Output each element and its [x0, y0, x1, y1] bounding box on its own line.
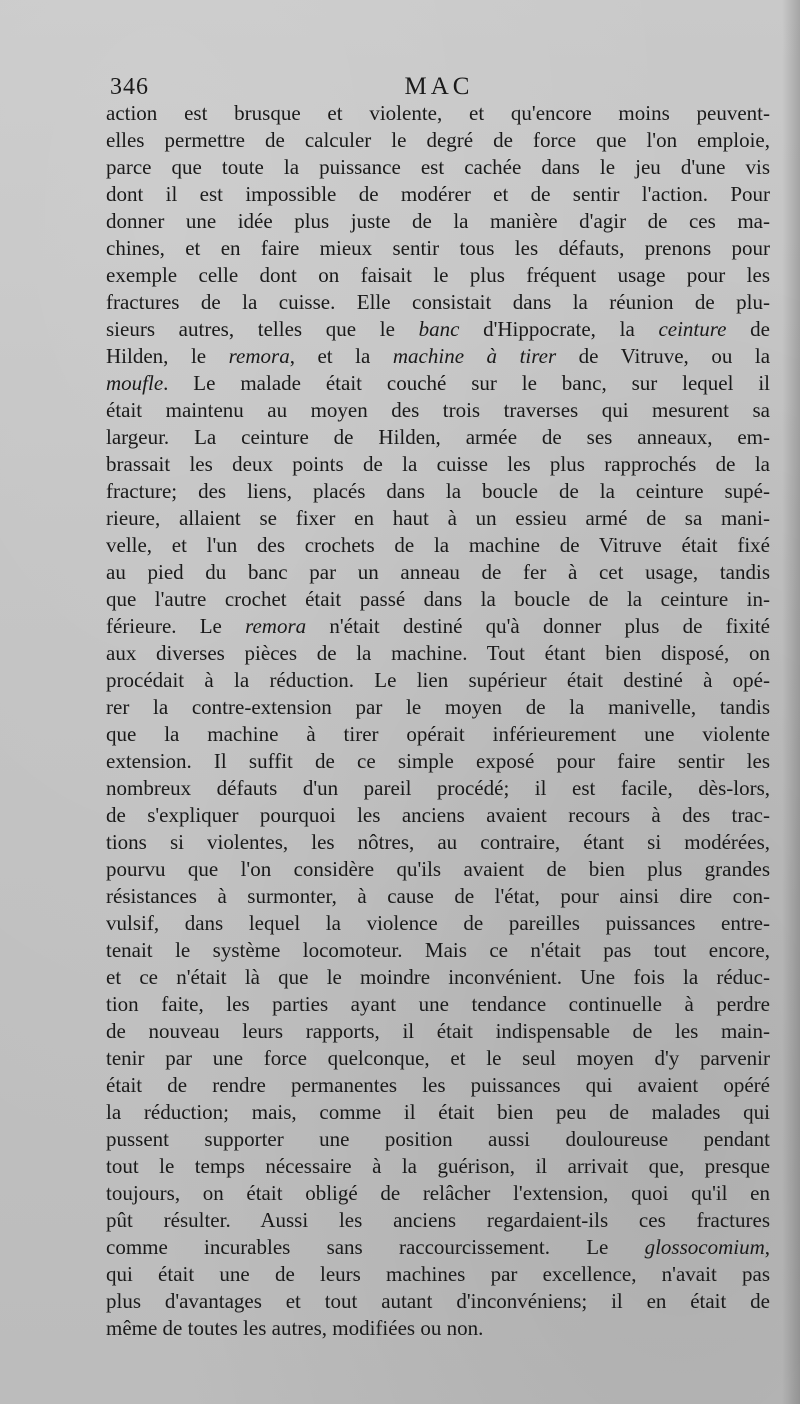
text-line: velle, et l'un des crochets de la machine de Vitruve était fixé: [106, 533, 770, 557]
text-line: pût résulter. Aussi les anciens regardaient-ils ces fractures: [106, 1208, 770, 1232]
italic-term: glossocomium: [644, 1235, 765, 1259]
text-line: aux diverses pièces de la machine. Tout étant bien disposé, on: [106, 641, 770, 665]
text-line: même de toutes les autres, modifiées ou non.: [106, 1316, 484, 1340]
text-line: fractures de la cuisse. Elle consistait dans la réunion de plu-: [106, 290, 770, 314]
text-line: donner une idée plus juste de la manière d'agir de ces ma-: [106, 209, 770, 233]
text-line: résistances à surmonter, à cause de l'état, pour ainsi dire con-: [106, 884, 770, 908]
text-line: tion faite, les parties ayant une tendance continuelle à perdre: [106, 992, 770, 1016]
text-line: férieure. Le remora n'était destiné qu'à donner plus de fixité: [106, 614, 770, 638]
text-line: rer la contre-extension par le moyen de la manivelle, tandis: [106, 695, 770, 719]
text-line: extension. Il suffit de ce simple exposé pour faire sentir les: [106, 749, 770, 773]
text-line: tout le temps nécessaire à la guérison, il arrivait que, presque: [106, 1154, 770, 1178]
italic-term: remora: [245, 614, 307, 638]
italic-term: machine à tirer: [392, 344, 557, 368]
text-line: tions si violentes, les nôtres, au contraire, étant si modérées,: [106, 830, 770, 854]
text-line: la réduction; mais, comme il était bien peu de malades qui: [106, 1100, 770, 1124]
text-line: sieurs autres, telles que le banc d'Hippocrate, la ceinture de: [106, 317, 770, 341]
italic-term: remora: [228, 344, 290, 368]
text-line: exemple celle dont on faisait le plus fréquent usage pour les: [106, 263, 770, 287]
text-line: au pied du banc par un anneau de fer à cet usage, tandis: [106, 560, 770, 584]
text-line: largeur. La ceinture de Hilden, armée de ses anneaux, em-: [106, 425, 770, 449]
body-text: [106, 100, 770, 1342]
text-line: était maintenu au moyen des trois traverses qui mesurent sa: [106, 398, 770, 422]
text-line: nombreux défauts d'un pareil procédé; il est facile, dès-lors,: [106, 776, 770, 800]
text-line: que l'autre crochet était passé dans la boucle de la ceinture in-: [106, 587, 770, 611]
text-line: tenait le système locomoteur. Mais ce n'était pas tout encore,: [106, 938, 770, 962]
text-line: vulsif, dans lequel la violence de pareilles puissances entre-: [106, 911, 770, 935]
text-line: était de rendre permanentes les puissances qui avaient opéré: [106, 1073, 770, 1097]
text-line: brassait les deux points de la cuisse les plus rapprochés de la: [106, 452, 770, 476]
text-line: fracture; des liens, placés dans la boucle de la ceinture supé-: [106, 479, 770, 503]
text-line: pourvu que l'on considère qu'ils avaient de bien plus grandes: [106, 857, 770, 881]
text-line: Hilden, le remora, et la machine à tirer de Vitruve, ou la: [106, 344, 770, 368]
text-line: toujours, on était obligé de relâcher l'extension, quoi qu'il en: [106, 1181, 770, 1205]
text-line: procédait à la réduction. Le lien supérieur était destiné à opé-: [106, 668, 770, 692]
text-line: plus d'avantages et tout autant d'inconvéniens; il en était de: [106, 1289, 770, 1313]
text-line: que la machine à tirer opérait inférieurement une violente: [106, 722, 770, 746]
text-line: de s'expliquer pourquoi les anciens avaient recours à des trac-: [106, 803, 770, 827]
text-line: dont il est impossible de modérer et de sentir l'action. Pour: [106, 182, 770, 206]
text-line: tenir par une force quelconque, et le seul moyen d'y parvenir: [106, 1046, 770, 1070]
text-line: action est brusque et violente, et qu'encore moins peuvent-: [106, 101, 770, 125]
text-line: elles permettre de calculer le degré de force que l'on emploie,: [106, 128, 770, 152]
italic-term: moufle: [106, 371, 164, 395]
text-line: de nouveau leurs rapports, il était indispensable de les main-: [106, 1019, 770, 1043]
text-line: parce que toute la puissance est cachée dans le jeu d'une vis: [106, 155, 770, 179]
text-line: pussent supporter une position aussi douloureuse pendant: [106, 1127, 770, 1151]
text-line: et ce n'était là que le moindre inconvénient. Une fois la réduc-: [106, 965, 770, 989]
text-line: qui était une de leurs machines par excellence, n'avait pas: [106, 1262, 770, 1286]
text-line: rieure, allaient se fixer en haut à un essieu armé de sa mani-: [106, 506, 770, 530]
text-line: chines, et en faire mieux sentir tous les défauts, prenons pour: [106, 236, 770, 260]
page-edge-shadow: [782, 0, 800, 1404]
page-number: 346: [110, 74, 149, 100]
italic-term: banc: [418, 317, 460, 341]
text-line: comme incurables sans raccourcissement. Le glossocomium,: [106, 1235, 770, 1259]
running-head: MAC: [404, 73, 474, 100]
page-header: [110, 72, 768, 102]
text-line: moufle. Le malade était couché sur le banc, sur lequel il: [106, 371, 770, 395]
italic-term: ceinture: [658, 317, 727, 341]
